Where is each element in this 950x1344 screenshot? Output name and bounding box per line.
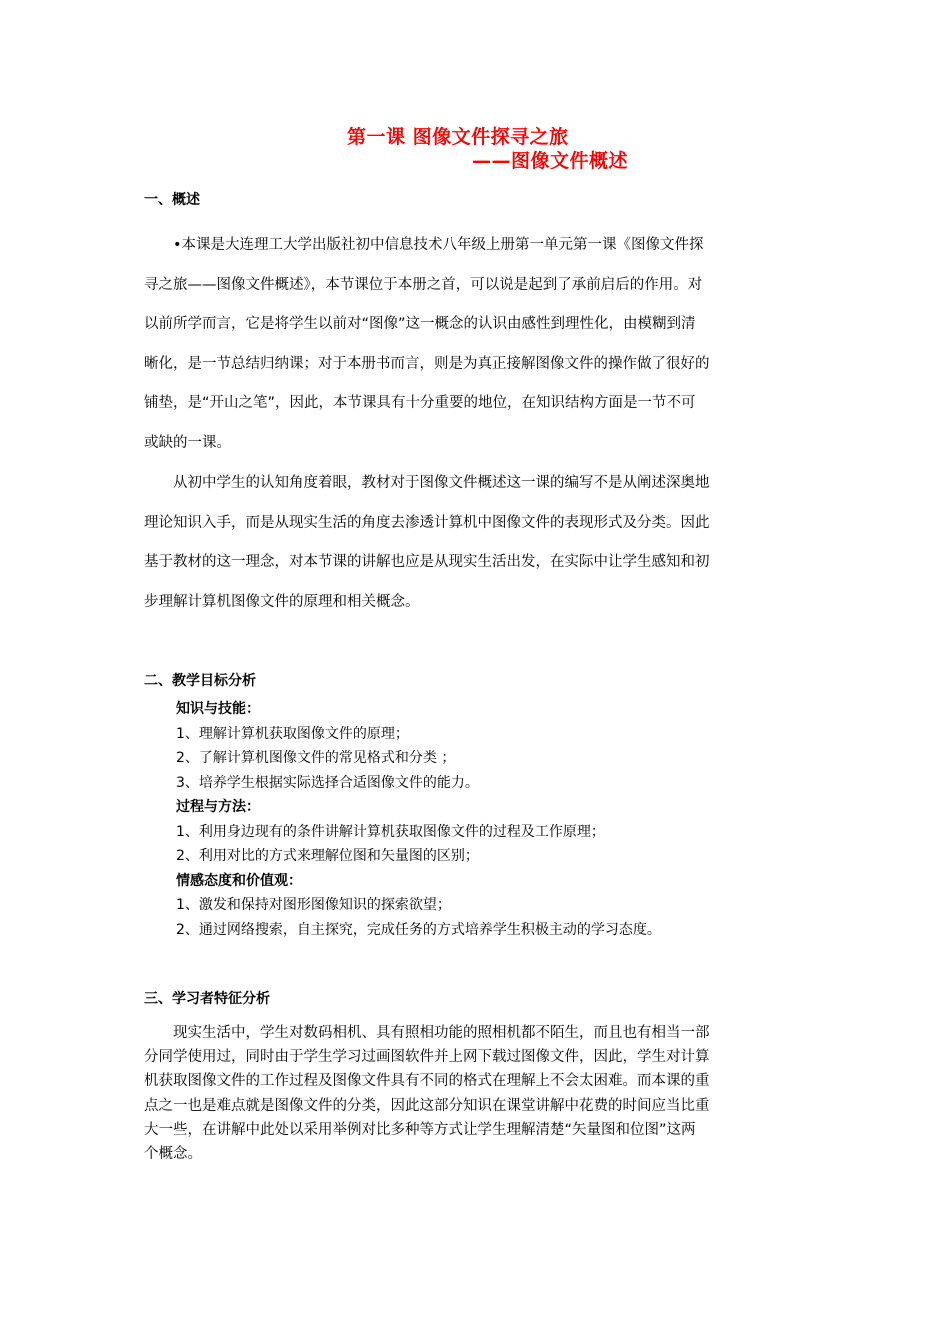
- objective-item: 3、培养学生根据实际选择合适图像文件的能力。: [176, 774, 479, 791]
- objective-subheading-process: 过程与方法：: [176, 799, 260, 815]
- text-line: 基于教材的这一理念，对本节课的讲解也应是从现实生活出发，在实际中让学生感知和初: [144, 554, 710, 571]
- text-line: •本课是大连理工大学出版社初中信息技术八年级上册第一单元第一课《图像文件探: [144, 237, 704, 253]
- text-line: 大一些，在讲解中此处以采用举例对比多种等方式让学生理解清楚“矢量图和位图”这两: [144, 1121, 696, 1138]
- text-line: 从初中学生的认知角度着眼，教材对于图像文件概述这一课的编写不是从阐述深奥地: [144, 475, 710, 491]
- objective-item: 2、了解计算机图像文件的常见格式和分类 ；: [176, 750, 456, 766]
- section-heading-learner-analysis: 三、学习者特征分析: [144, 991, 270, 1007]
- overview-paragraph-1: [144, 226, 808, 464]
- text-line: 铺垫，是“开山之笔”，因此，本节课具有十分重要的地位，在知识结构方面是一节不可: [144, 395, 696, 412]
- objectives-list: [176, 697, 661, 942]
- objective-item: 1、理解计算机获取图像文件的原理；: [176, 725, 409, 742]
- section-heading-overview: 一、概述: [144, 192, 200, 208]
- text-line: 晰化，是一节总结归纳课；对于本册书而言，则是为真正接解图像文件的操作做了很好的: [144, 355, 710, 372]
- section-heading-objectives: 二、教学目标分析: [144, 673, 256, 689]
- text-line: 个概念。: [144, 1145, 202, 1162]
- learner-analysis-paragraph: [144, 1021, 808, 1166]
- text-line: 现实生活中，学生对数码相机、具有照相功能的照相机都不陌生，而且也有相当一部: [144, 1025, 710, 1041]
- text-line: 步理解计算机图像文件的原理和相关概念。: [144, 593, 420, 610]
- text-line: 或缺的一课。: [144, 434, 231, 451]
- objective-item: 2、通过网络搜索，自主探究，完成任务的方式培养学生积极主动的学习态度。: [176, 921, 661, 938]
- objective-item: 1、利用身边现有的条件讲解计算机获取图像文件的过程及工作原理；: [176, 823, 605, 840]
- document-title: 第一课 图像文件探寻之旅: [347, 126, 569, 148]
- objective-subheading-attitude: 情感态度和价值观：: [176, 872, 302, 889]
- objective-item: 1、激发和保持对图形图像知识的探索欲望；: [176, 897, 451, 913]
- text-line: 分同学使用过，同时由于学生学习过画图软件并上网下载过图像文件，因此，学生对计算: [144, 1049, 710, 1066]
- objective-subheading-knowledge: 知识与技能：: [176, 701, 260, 717]
- text-line: 理论知识入手，而是从现实生活的角度去渗透计算机中图像文件的表现形式及分类。因此: [144, 514, 710, 531]
- text-line: 以前所学而言，它是将学生以前对“图像”这一概念的认识由感性到理性化，由模糊到清: [144, 316, 696, 333]
- text-line: 寻之旅——图像文件概述》，本节课位于本册之首，可以说是起到了承前启后的作用。对: [144, 276, 703, 293]
- overview-paragraph-2: [144, 464, 808, 622]
- text-line: 机获取图像文件的工作过程及图像文件具有不同的格式在理解上不会太困难。而本课的重: [144, 1073, 710, 1090]
- text-line: 点之一也是难点就是图像文件的分类，因此这部分知识在课堂讲解中花费的时间应当比重: [144, 1097, 710, 1114]
- objective-item: 2、利用对比的方式来理解位图和矢量图的区别；: [176, 848, 479, 864]
- document-subtitle: ——图像文件概述: [472, 150, 629, 172]
